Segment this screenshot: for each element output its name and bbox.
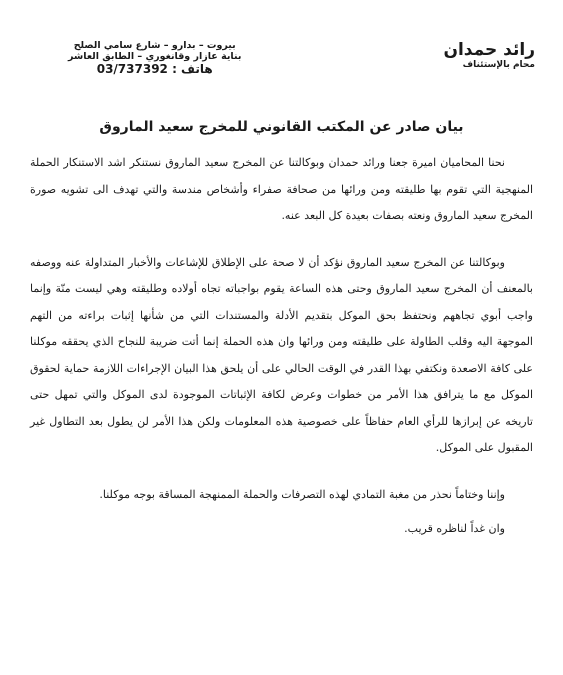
paragraph-final: وان غداً لناظره قريب. [404,522,505,535]
lawyer-title: محام بالإستئناف [462,60,535,70]
office-address-block [68,40,241,76]
paragraph-main: وبوكالتنا عن المخرج سعيد الماروق نؤكد أن لا صحة على الإطلاق للإشاعات والأخبار المتداولة عنه ووصفه بالمعنف أن المخرج سعيد الماروق وحتى هذه الساعة يقوم بواجباته تجاه أولاده وطليقته وهي ليست منّة وإنما واجب أبوي تجاههم ونحتفظ بحق الموكل بتقديم الأدلة والمستندات التي من شأنها إثبات براءته من التهم الموجهة اليه وقلب الطاولة على طليقته ومن ورائها وان هذه الحملة إنما أتت ضريبة للنجاح الذي يحققه موكلنا على كافة الاصعدة ونكتفي بهذا القدر في الوقت الحالي على أن يلحق هذا البيان الإجراءات اللازمة حماية لحقوق الموكل مع ما يترافق هذا الأمر من خطوات وعرض لكافة الإثباتات الموجودة لدى الموكل والتي تمهل حتى تاريخه عن إبرازها للرأي العام حفاظاً على خصوصية هذه المعلومات ولكن هذا الأمر لن يطول بعد التطاول غير المقبول على الموكل. [30,255,533,454]
office-phone: هاتف : 03/737392 [96,62,213,76]
statement-body [30,150,533,563]
address-line-2: بناية عازار وقانغوري – الطابق العاشر [68,51,242,62]
address-line-1: بيروت – بدارو – شارع سامي الصلح [73,40,236,51]
lawyer-letterhead [443,40,535,71]
paragraph-intro: نحنا المحاميان اميرة جعنا ورائد حمدان وبوكالتنا عن المخرج سعيد الماروق نستنكر اشد الاستنكار الحملة المنهجية التي تقوم بها طليقته ومن ورائها من صحافة صفراء وأشخاص مندسة والتي تهدف الى تشويه صورة المخرج سعيد الماروق ونعته بصفات بعيدة كل البعد عنه. [30,156,533,222]
lawyer-name: رائد حمدان [443,40,535,60]
paragraph-closing: وإننا وختاماً نحذر من مغبة التمادي لهذه التصرفات والحملة الممنهجة المساقة بوجه موكلنا. [99,487,505,501]
statement-title: بيان صادر عن المكتب القانوني للمخرج سعيد الماروق [99,119,464,135]
